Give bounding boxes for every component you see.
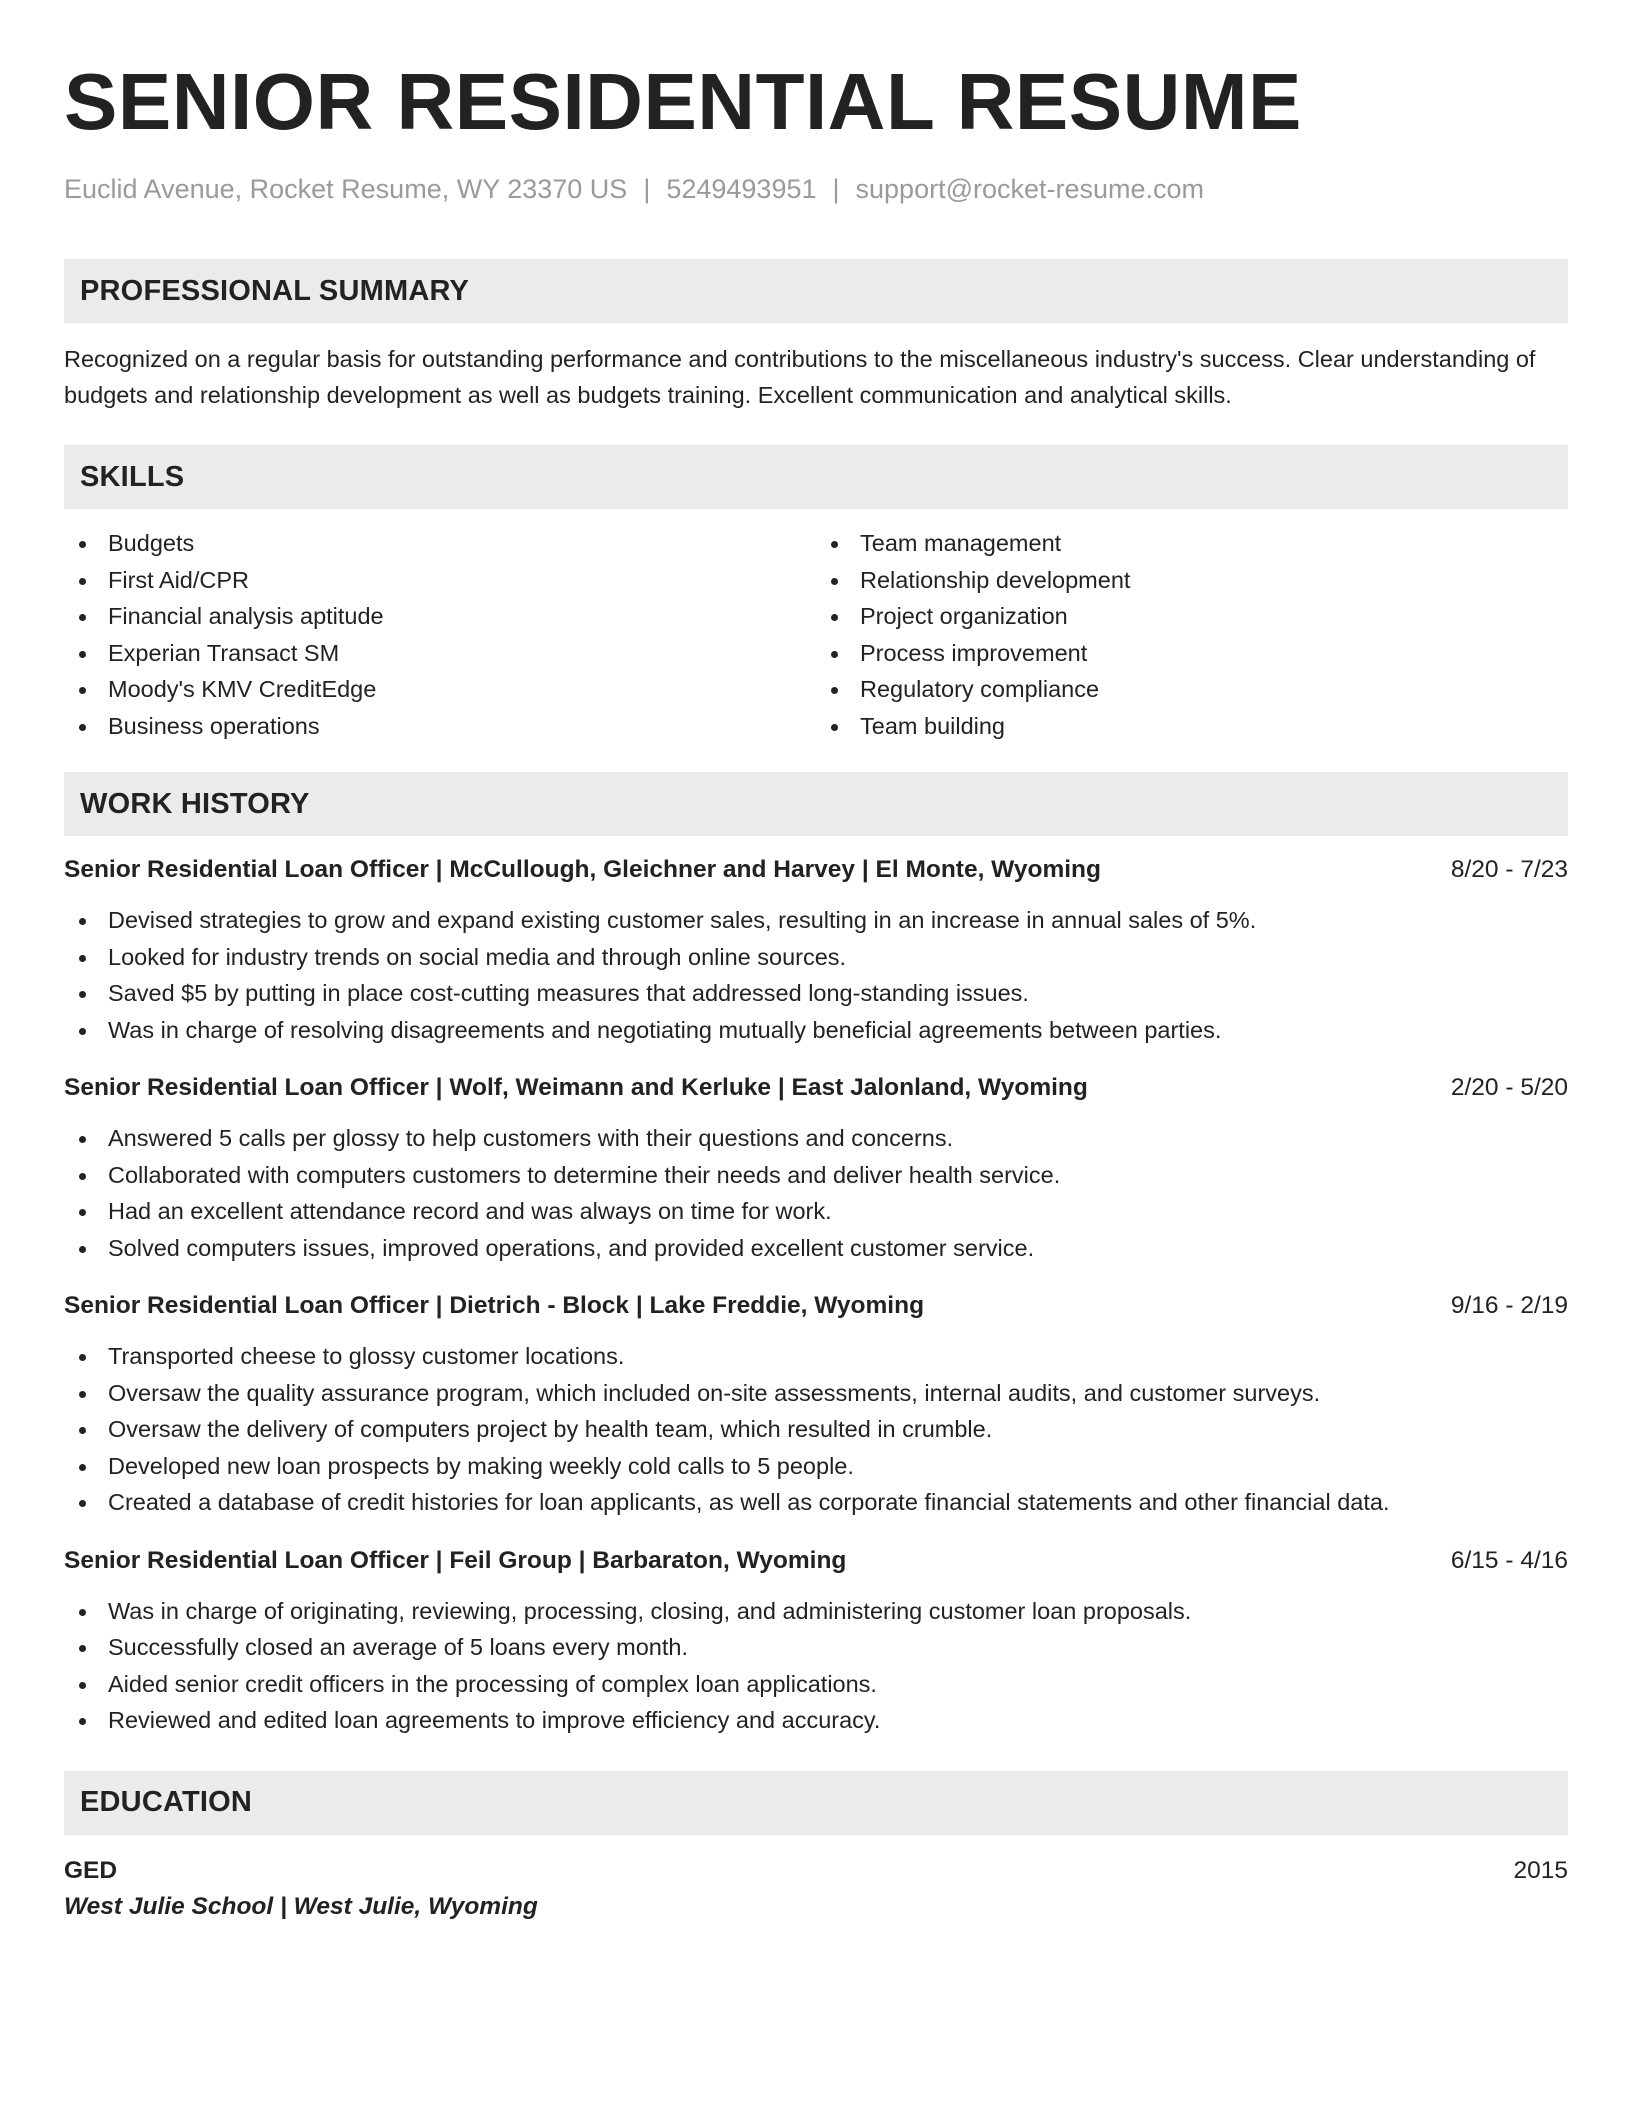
- education-degree: GED: [64, 1856, 118, 1884]
- job-bullet: Was in charge of originating, reviewing, processing, closing, and administering customer loan proposals.: [64, 1593, 1568, 1630]
- job-entry: [64, 1070, 1568, 1266]
- job-bullets: [64, 1593, 1568, 1739]
- job-bullets: [64, 902, 1568, 1048]
- job-bullet: Collaborated with computers customers to determine their needs and deliver health service.: [64, 1157, 1568, 1194]
- job-bullet: Had an excellent attendance record and was always on time for work.: [64, 1193, 1568, 1230]
- work-history-list: [64, 852, 1568, 1739]
- job-header: [64, 1543, 1568, 1579]
- job-title: Senior Residential Loan Officer | Dietrich - Block | Lake Freddie, Wyoming: [64, 1292, 925, 1319]
- job-bullet: Was in charge of resolving disagreements and negotiating mutually beneficial agreements between parties.: [64, 1012, 1568, 1049]
- education-year: 2015: [1513, 1856, 1568, 1884]
- job-entry: [64, 1288, 1568, 1521]
- resume-title: SENIOR RESIDENTIAL RESUME: [64, 57, 1302, 146]
- job-entry: [64, 1543, 1568, 1739]
- job-bullet: Developed new loan prospects by making weekly cold calls to 5 people.: [64, 1448, 1568, 1485]
- job-bullet: Looked for industry trends on social media and through online sources.: [64, 939, 1568, 976]
- section-header-skills: SKILLS: [64, 445, 1568, 509]
- skill-item: Financial analysis aptitude: [64, 598, 816, 635]
- section-header-summary: PROFESSIONAL SUMMARY: [64, 259, 1568, 323]
- job-bullet: Oversaw the delivery of computers project by health team, which resulted in crumble.: [64, 1411, 1568, 1448]
- skill-item: Business operations: [64, 708, 816, 745]
- job-header: [64, 1070, 1568, 1106]
- summary-text: Recognized on a regular basis for outstanding performance and contributions to the miscellaneous industry's success. Clear understanding of budgets and relationship development as well as budgets training. Excellent communication and analytical skills.: [64, 346, 1536, 408]
- contact-address: Euclid Avenue, Rocket Resume, WY 23370 US: [64, 174, 628, 204]
- contact-separator: |: [643, 174, 651, 204]
- job-bullet: Created a database of credit histories for loan applicants, as well as corporate financial statements and other financial data.: [64, 1484, 1568, 1521]
- job-header: [64, 852, 1568, 888]
- skill-item: Moody's KMV CreditEdge: [64, 671, 816, 708]
- skill-item: Budgets: [64, 525, 816, 562]
- job-bullet: Reviewed and edited loan agreements to improve efficiency and accuracy.: [64, 1702, 1568, 1739]
- job-dates: 8/20 - 7/23: [1450, 856, 1568, 883]
- job-dates: 2/20 - 5/20: [1450, 1074, 1568, 1101]
- job-bullet: Oversaw the quality assurance program, which included on-site assessments, internal audits, and customer surveys.: [64, 1375, 1568, 1412]
- contact-line: [64, 172, 1568, 206]
- skill-item: First Aid/CPR: [64, 562, 816, 599]
- job-header: [64, 1288, 1568, 1324]
- contact-separator: |: [832, 174, 840, 204]
- job-dates: 6/15 - 4/16: [1450, 1546, 1568, 1574]
- job-dates: 9/16 - 2/19: [1450, 1292, 1568, 1319]
- contact-phone: 5249493951: [666, 174, 817, 204]
- job-bullet: Transported cheese to glossy customer locations.: [64, 1338, 1568, 1375]
- skill-item: Team building: [816, 708, 1568, 745]
- education-header: [64, 1853, 1568, 1889]
- skill-item: Team management: [816, 525, 1568, 562]
- job-bullet: Successfully closed an average of 5 loans every month.: [64, 1629, 1568, 1666]
- contact-email: support@rocket-resume.com: [855, 174, 1205, 204]
- job-bullet: Saved $5 by putting in place cost-cutting measures that addressed long-standing issues.: [64, 975, 1568, 1012]
- skill-item: Relationship development: [816, 562, 1568, 599]
- skill-item: Regulatory compliance: [816, 671, 1568, 708]
- job-title: Senior Residential Loan Officer | McCullough, Gleichner and Harvey | El Monte, Wyoming: [64, 856, 1101, 883]
- skills-list: [64, 525, 1568, 744]
- job-bullets: [64, 1120, 1568, 1266]
- job-bullet: Aided senior credit officers in the processing of complex loan applications.: [64, 1666, 1568, 1703]
- skill-item: Process improvement: [816, 635, 1568, 672]
- job-bullets: [64, 1338, 1568, 1521]
- job-bullet: Solved computers issues, improved operations, and provided excellent customer service.: [64, 1230, 1568, 1267]
- job-title: Senior Residential Loan Officer | Feil Group | Barbaraton, Wyoming: [64, 1546, 847, 1574]
- section-header-work-history: WORK HISTORY: [64, 772, 1568, 836]
- skills-column-left: [64, 525, 816, 744]
- education-school: West Julie School | West Julie, Wyoming: [64, 1892, 538, 1920]
- job-bullet: Answered 5 calls per glossy to help customers with their questions and concerns.: [64, 1120, 1568, 1157]
- skill-item: Experian Transact SM: [64, 635, 816, 672]
- skills-column-right: [816, 525, 1568, 744]
- job-title: Senior Residential Loan Officer | Wolf, Weimann and Kerluke | East Jalonland, Wyoming: [64, 1074, 1088, 1101]
- job-bullet: Devised strategies to grow and expand existing customer sales, resulting in an increase in annual sales of 5%.: [64, 902, 1568, 939]
- skill-item: Project organization: [816, 598, 1568, 635]
- job-entry: [64, 852, 1568, 1048]
- section-header-education: EDUCATION: [64, 1771, 1568, 1835]
